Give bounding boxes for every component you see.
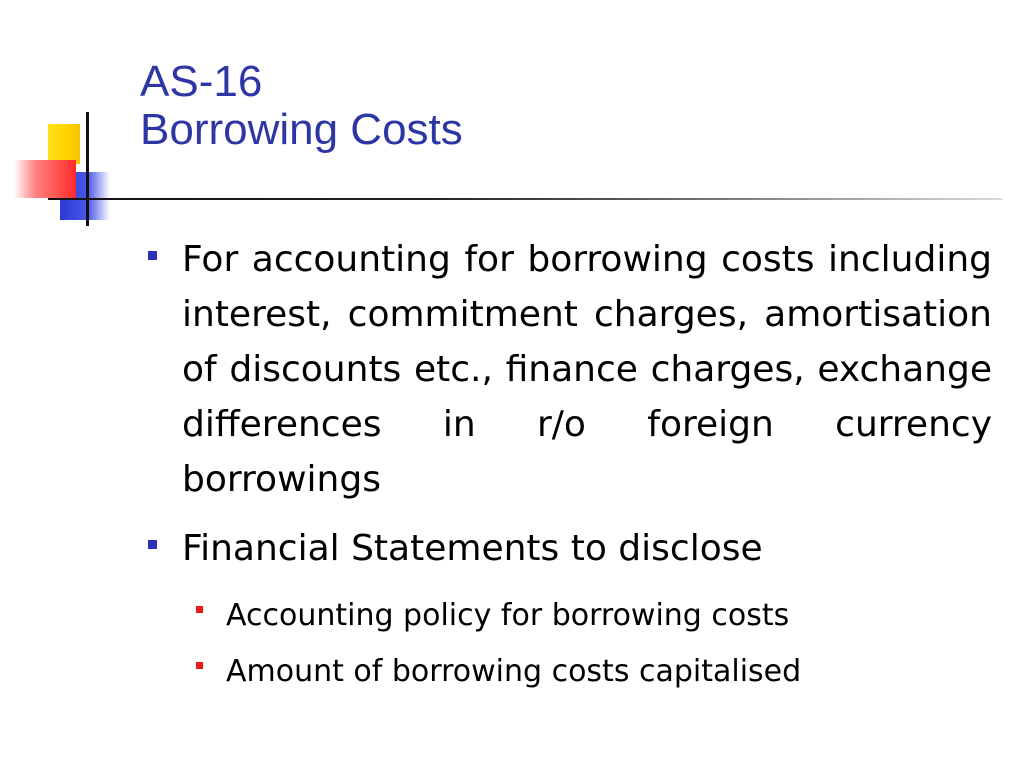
bullet-item [148, 232, 992, 507]
sub-bullet-marker-red [196, 662, 203, 669]
slide-title [140, 58, 463, 154]
decor-red-square [14, 160, 76, 198]
slide-title-line2: Borrowing Costs [140, 105, 463, 154]
bullet-marker-blue [148, 540, 157, 549]
decor-vertical-line [86, 112, 89, 226]
decor-yellow-square [48, 124, 80, 164]
sub-bullet-marker-red [196, 606, 203, 613]
bullet-list [148, 232, 992, 702]
sub-bullet-text: Amount of borrowing costs capitalised [226, 654, 802, 689]
bullet-text: For accounting for borrowing costs including interest, commitment charges, amortisation of discounts etc., finance charges, exchange differences in r/o foreign currency borrowings [182, 239, 992, 500]
bullet-text: Financial Statements to disclose [182, 528, 763, 569]
slide-title-line1: AS-16 [140, 57, 263, 106]
bullet-marker-blue [148, 251, 157, 260]
bullet-item [148, 521, 992, 576]
sub-bullet-item [196, 646, 992, 698]
title-divider-line [48, 198, 1002, 200]
sub-bullet-text: Accounting policy for borrowing costs [226, 598, 790, 633]
sub-bullet-item [196, 590, 992, 642]
